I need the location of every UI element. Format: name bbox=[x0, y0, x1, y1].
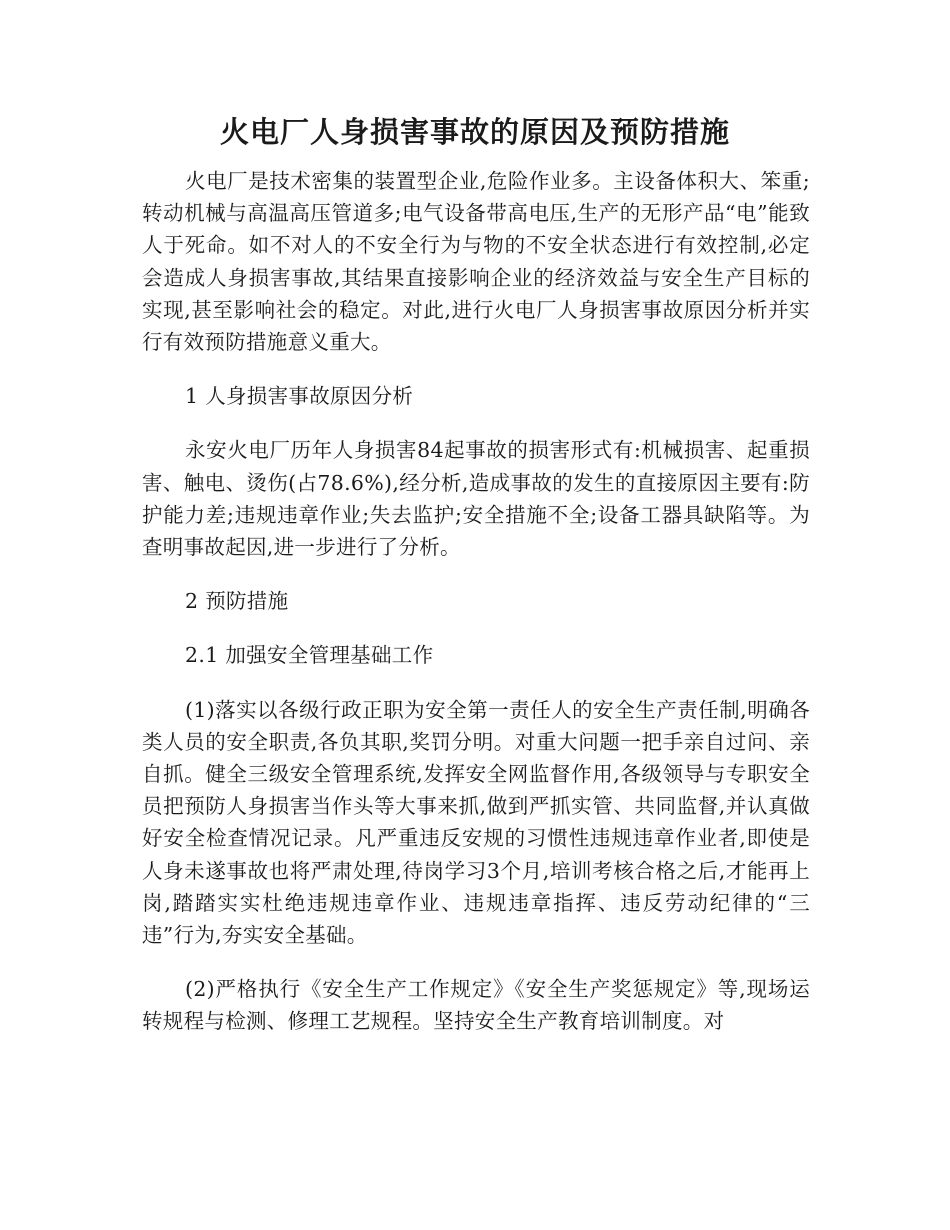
measure-paragraph-2: (2)严格执行《安全生产工作规定》《安全生产奖惩规定》等,现场运转规程与检测、修理工艺规程。坚持安全生产教育培训制度。对 bbox=[142, 977, 810, 1034]
intro-paragraph: 火电厂是技术密集的装置型企业,危险作业多。主设备体积大、笨重;转动机械与高温高压管道多;电气设备带高电压,生产的无形产品“电”能致人于死命。如不对人的不安全行为与物的不安全状态进行有效控制,必定会造成人身损害事故,其结果直接影响企业的经济效益与安全生产目标的实现,甚至影响社会的稳定。对此,进行火电厂人身损害事故原因分析并实行有效预防措施意义重大。 bbox=[142, 169, 810, 355]
document-body bbox=[142, 165, 810, 1038]
cause-analysis-paragraph: 永安火电厂历年人身损害84起事故的损害形式有:机械损害、起重损害、触电、烫伤(占78.6%),经分析,造成事故的发生的直接原因主要有:防护能力差;违规违章作业;失去监护;安全措施不全;设备工器具缺陷等。为查明事故起因,进一步进行了分析。 bbox=[142, 438, 810, 560]
subsection-heading-2-1: 2.1 加强安全管理基础工作 bbox=[185, 643, 434, 668]
document-title: 火电厂人身损害事故的原因及预防措施 bbox=[219, 115, 730, 149]
measure-paragraph-1: (1)落实以各级行政正职为安全第一责任人的安全生产责任制,明确各类人员的安全职责,各负其职,奖罚分明。对重大问题一把手亲自过问、亲自抓。健全三级安全管理系统,发挥安全网监督作用,各级领导与专职安全员把预防人身损害当作头等大事来抓,做到严抓实管、共同监督,并认真做好安全检查情况记录。凡严重违反安规的习惯性违规违章作业者,即使是人身未遂事故也将严肃处理,待岗学习3个月,培训考核合格之后,才能再上岗,踏踏实实杜绝违规违章作业、违规违章指挥、违反劳动纪律的“三违”行为,夯实安全基础。 bbox=[142, 697, 810, 948]
section-heading-2: 2 预防措施 bbox=[185, 589, 289, 614]
section-heading-1: 1 人身损害事故原因分析 bbox=[185, 384, 414, 409]
